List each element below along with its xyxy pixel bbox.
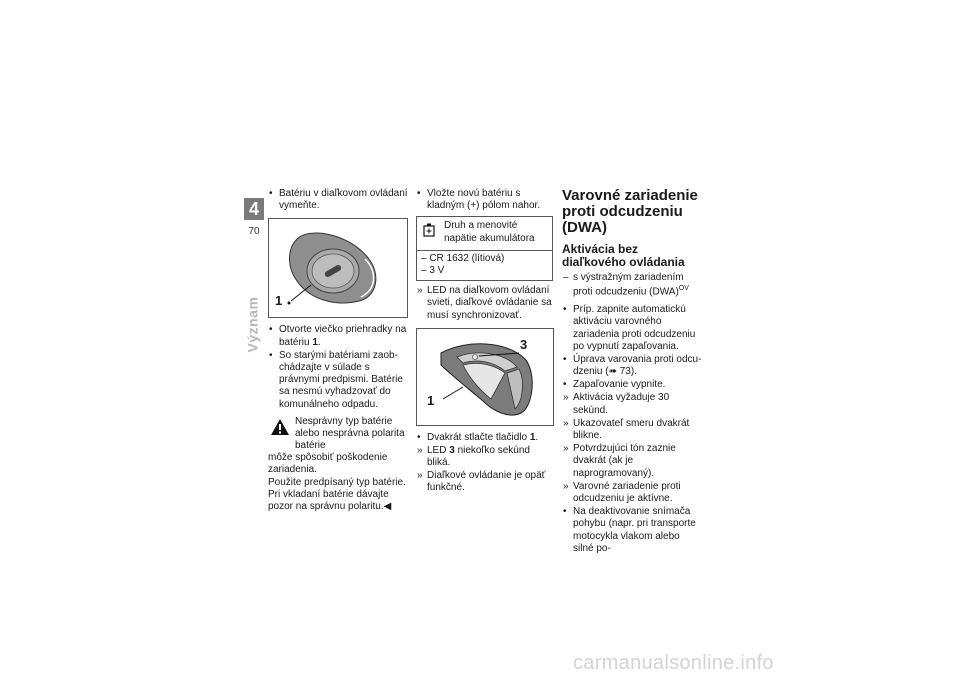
list-item <box>416 285 553 322</box>
spec-title: Druh a menovité napätie akumulátora <box>444 220 535 244</box>
battery-spec-box <box>416 216 553 281</box>
list-item <box>562 354 702 378</box>
warning-triangle-icon <box>270 418 290 436</box>
spec-values <box>417 251 552 280</box>
optional-equipment-badge: OV <box>678 284 689 292</box>
result-marker: » <box>417 444 423 456</box>
bullet-marker: • <box>563 506 567 518</box>
list-item <box>562 304 702 353</box>
condition-text: s výstražným zariadením proti odcudzeniu (DWA) <box>573 272 684 297</box>
list-item-text: Príp. zapnite automatickú aktiváciu varovného zariadenia proti odcudzeniu po vypnutí zapaľovania. <box>573 304 696 352</box>
list-item-text: Varovné zariadenie proti odcudzeniu je aktívne. <box>573 480 681 504</box>
bullet-marker: • <box>269 188 273 199</box>
remote-key-buttons-drawing <box>417 329 553 425</box>
list-item-text: Otvorte viečko priehradky na batériu <box>279 324 407 348</box>
figure-callout-1: 1 <box>427 392 435 408</box>
list-item <box>562 443 702 480</box>
list-item <box>562 481 702 505</box>
list-item-text: Zapaľovanie vypnite. <box>573 379 666 391</box>
list-item-text: Aktivácia vyžaduje 30 sekúnd. <box>573 392 670 416</box>
list-item-text: Dvakrát stlačte tlačidlo <box>427 431 530 443</box>
figure-callout-3: 3 <box>520 336 528 352</box>
warning-instruction <box>268 477 408 514</box>
list-item-text: Na deaktivovanie snímača pohybu (napr. pri transporte motocykla vlakom alebo silné po- <box>573 506 696 554</box>
warning-block <box>268 416 408 514</box>
figure-callout-1: 1 <box>275 293 283 309</box>
site-watermark: carmanualsonline.info <box>573 652 774 674</box>
spec-value-type: – CR 1632 (lítiová) <box>421 252 505 264</box>
list-item <box>268 188 408 212</box>
result-marker: » <box>563 417 569 429</box>
list-item <box>416 188 553 212</box>
list-item-text: So starými batériami zaobchádzajte v súlade s právnymi predpismi. Batérie sa nesmú vyhadzovať do komunálneho odpadu. <box>279 349 403 410</box>
section-end-marker: ◀ <box>383 501 392 512</box>
column-3 <box>562 188 702 556</box>
bullet-marker: • <box>563 379 567 391</box>
battery-icon <box>423 223 435 237</box>
warning-text: môže spôsobiť poškodenie zariadenia. <box>268 452 388 476</box>
list-item <box>416 445 553 469</box>
condition-item <box>562 272 702 298</box>
list-item <box>416 470 553 494</box>
list-item-text: Vložte novú batériu s kladným (+) pólom nahor. <box>427 188 541 212</box>
result-marker: » <box>563 392 569 404</box>
spec-value-voltage: – 3 V <box>421 264 445 276</box>
remote-buttons-figure <box>416 328 554 426</box>
bullet-marker: • <box>417 188 421 199</box>
bullet-marker: • <box>563 304 567 316</box>
remote-battery-cover-figure <box>268 218 408 318</box>
list-item-text: LED na diaľkovom ovládaní svieti, diaľkové ovládanie sa musí synchronizovať. <box>427 285 552 321</box>
column-1 <box>268 188 408 513</box>
remote-key-drawing <box>269 219 407 317</box>
result-marker: » <box>417 470 423 482</box>
list-item-ref: 1 <box>312 336 318 348</box>
list-item-text: Potvrdzujúci tón zaznie dvakrát (ak je naprogramovaný). <box>573 443 676 479</box>
list-item-text: Diaľkové ovládanie je opäť funkčné. <box>427 470 546 494</box>
bullet-marker: • <box>563 353 567 365</box>
list-item <box>562 506 702 555</box>
bullet-marker: • <box>269 324 273 336</box>
bullet-marker: • <box>269 349 273 361</box>
section-heading: Varovné zariadenie proti odcudzeniu (DWA) <box>562 187 698 237</box>
list-item-text-end: . <box>317 336 321 348</box>
section-subheading: Aktivácia bez diaľkového ovládania <box>562 241 685 269</box>
result-marker: » <box>417 285 423 297</box>
list-item-text: Úprava varovania proti odcudzeniu (➠ 73). <box>573 353 702 378</box>
chapter-number-tab: 4 <box>244 198 264 220</box>
list-item <box>268 324 408 348</box>
column-2 <box>416 188 553 496</box>
list-item-text-end: niekoľko sekúnd bliká. <box>427 444 530 469</box>
page-number: 70 <box>248 226 260 237</box>
list-item <box>562 418 702 442</box>
warning-title: Nesprávny typ batérie alebo nesprávna polarita batérie <box>295 415 405 452</box>
list-item-text: LED <box>427 444 450 456</box>
list-item-text-end: . <box>535 431 539 443</box>
list-item-ref: 1 <box>529 431 536 443</box>
list-item <box>562 379 702 391</box>
list-item-text: Ukazovateľ smeru dvakrát blikne. <box>573 417 690 442</box>
warning-instruction-text: Použite predpísaný typ batérie. Pri vkladaní batérie dávajte pozor na správnu polaritu. <box>268 476 406 512</box>
list-item-text: Batériu v diaľkovom ovládaní vymeňte. <box>279 188 408 212</box>
list-item <box>268 350 408 411</box>
list-item <box>562 392 702 416</box>
list-item-ref: 3 <box>449 444 455 456</box>
chapter-side-title: Význam <box>244 296 261 353</box>
dash-marker: – <box>563 272 569 284</box>
list-item <box>416 432 553 444</box>
warning-header <box>268 416 408 453</box>
bullet-marker: • <box>417 431 421 443</box>
result-marker: » <box>563 443 569 455</box>
spec-header <box>417 217 552 250</box>
result-marker: » <box>563 480 569 492</box>
